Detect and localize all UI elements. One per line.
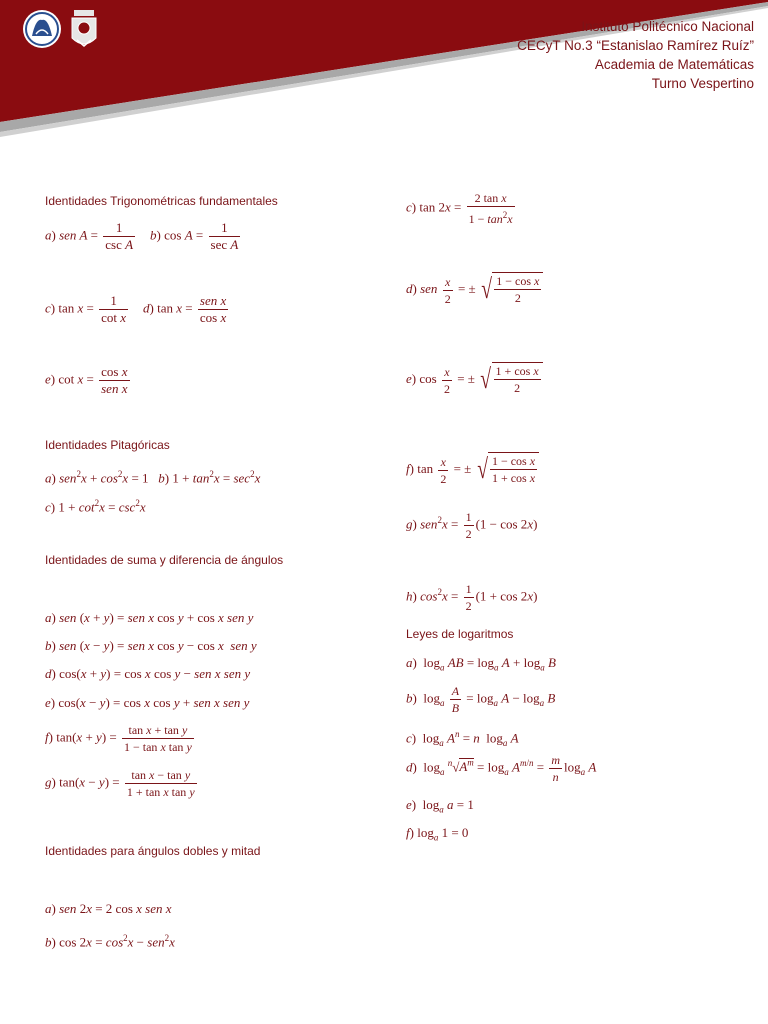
formula-log-f: f) $\log_a 1 = 0$: [406, 825, 469, 843]
formula-pit-a-b: a) $sen^2x + \cos^2x = 1$ b) $1 + \tan^2x = \sec^2x$: [45, 469, 261, 486]
formula-dob-f: f) tan $\frac{x}{2}$ = ± √ $\frac{\text{1 − cos x}}{\text{1 + cos x}}$: [406, 452, 539, 488]
formula-log-a: a) $\log_a$ AB = $\log_a A + \log_a B$: [406, 655, 556, 673]
heading-suma: Identidades de suma y diferencia de ángulos: [45, 553, 284, 567]
formula-sum-g: g) tan(x − y) = $\frac{\text{tan x − tan y}}{\text{1 + tan x tan y}}$: [45, 768, 195, 799]
ipn-logo-icon: [68, 8, 100, 52]
heading-fundamentales: Identidades Trigonométricas fundamentales: [45, 194, 278, 208]
formula-sum-b: b) sen (x − y) = sen x cos y − cos x sen y: [45, 638, 257, 653]
school-logo-icon: [22, 8, 62, 50]
heading-logaritmos: Leyes de logaritmos: [406, 627, 514, 641]
formula-log-e: e) $\log_a a = 1$: [406, 797, 474, 815]
heading-dobles: Identidades para ángulos dobles y mitad: [45, 844, 261, 858]
formula-dob-a: a) sen 2x = 2 cos x sen x: [45, 901, 172, 916]
formula-dob-h: h) $\cos^2x$ = $\frac{1}{2}$ (1 + cos 2x): [406, 582, 538, 613]
formula-dob-b: b) $\cos 2x = \cos^2x - sen^2x$: [45, 933, 175, 950]
formula-sum-a: a) sen (x + y) = sen x cos y + cos x sen y: [45, 610, 254, 625]
formula-dob-g: g) sen$^2$x = $\frac{1}{2}$ (1 − cos 2x): [406, 510, 538, 541]
heading-pitagoricas: Identidades Pitagóricas: [45, 438, 170, 452]
formula-dob-c: c) tan 2x = $\frac{\text{2 tan x}}{1 - \tan^2x}$: [406, 191, 513, 226]
formula-log-b: b) $\log_a$ $\frac{A}{B}$ = $\log_a A - \log_a B$: [406, 684, 556, 715]
formula-sum-f: f) tan(x + y) = $\frac{\text{tan x + tan y}}{\text{1 − tan x tan y}}$: [45, 723, 192, 754]
institution-line: Turno Vespertino: [651, 76, 754, 91]
institution-line: CECyT No.3 “Estanislao Ramírez Ruíz”: [517, 38, 754, 53]
formula-dob-e: e) cos $\frac{x}{2}$ = ± √ $\frac{\text{1 + cos x}}{2}$: [406, 362, 543, 398]
formula-fund-a-b: a) sen A = $\frac{1}{\text{csc A}}$ b) cos A = $\frac{1}{\text{sec A}}$: [45, 220, 239, 252]
institution-header: [517, 17, 754, 93]
formula-log-c: c) $\log_a A^n = n$ $\log_a A$: [406, 729, 519, 748]
formula-fund-c-d: c) tan x = $\frac{1}{\text{cot x}}$ d) tan x = $\frac{\text{sen x}}{\text{cos x}}$: [45, 293, 227, 325]
formula-log-d: d) $\log_a ^n√A^m = \log_a A^{m/n}$ = $\frac{m}{n}$ $\log_a A$: [406, 753, 597, 784]
formula-sum-d: d) cos(x + y) = cos x cos y − sen x sen y: [45, 666, 251, 681]
institution-line: Academia de Matemáticas: [594, 57, 754, 72]
institution-line: Instituto Politécnico Nacional: [581, 19, 754, 34]
formula-sum-e: e) cos(x − y) = cos x cos y + sen x sen y: [45, 695, 250, 710]
formula-fund-e: e) cot x = $\frac{\text{cos x}}{\text{sen x}}$: [45, 364, 128, 396]
formula-dob-d: d) sen $\frac{x}{2}$ = ± √ $\frac{\text{1 − cos x}}{2}$: [406, 272, 543, 308]
formula-pit-c: c) $1 + \cot^2x = \csc^2x$: [45, 498, 146, 515]
